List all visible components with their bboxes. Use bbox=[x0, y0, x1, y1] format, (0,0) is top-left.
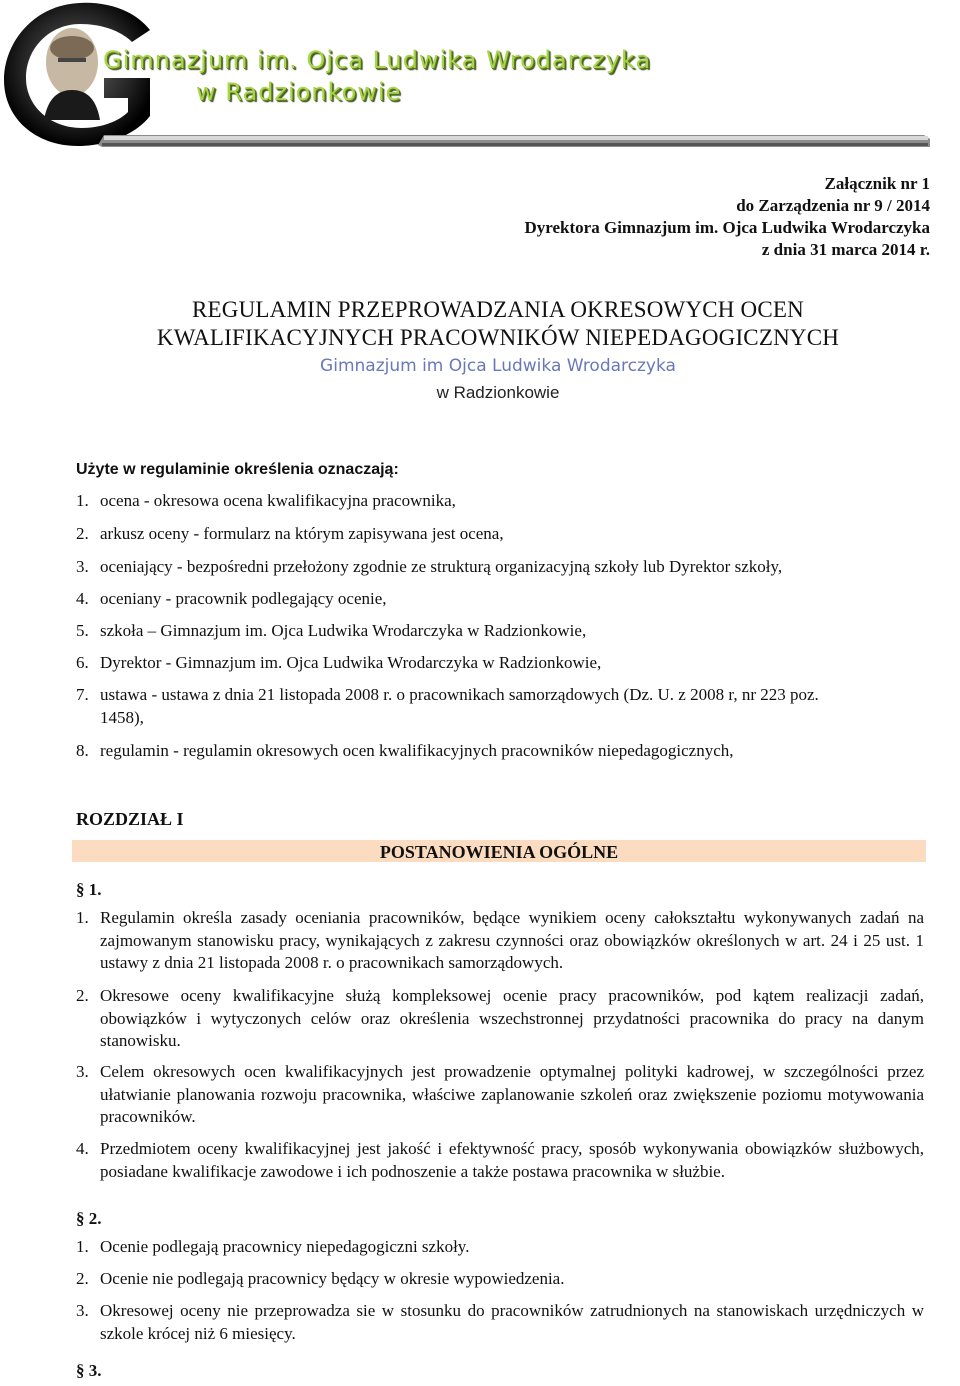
annex-line-2: do Zarządzenia nr 9 / 2014 bbox=[736, 196, 930, 215]
definitions-heading: Użyte w regulaminie określenia oznaczają: bbox=[76, 461, 399, 478]
section-item: 1. Regulamin określa zasady oceniania pracowników, będące wynikiem oceny całokształtu wykonywanych zadań na zajmowanym stanowisku pracy, wynikających z zakresu czynności oraz obowiązków określonych w art. 24 i 25 ust. 1 ustawy z dnia 21 listopada 2008 r. o pracownikach samorządowych. bbox=[76, 908, 924, 972]
section-item: 2. Okresowe oceny kwalifikacyjne służą kompleksowej ocenie pracy pracowników, pod kątem realizacji zadań, obowiązków i wytyczonych celów oraz określenia wszechstronnej przydatności pracownika do pracy na danym stanowisku. bbox=[76, 986, 924, 1050]
doc-title-line1: REGULAMIN PRZEPROWADZANIA OKRESOWYCH OCEN bbox=[192, 297, 804, 322]
annex-line-1: Załącznik nr 1 bbox=[824, 174, 930, 193]
section-item: 3. Celem okresowych ocen kwalifikacyjnych jest prowadzenie optymalnej polityki kadrowej, w szczególności przez ułatwianie planowania rozwoju pracownika, właściwe zaplanowanie szkoleń oraz zwiększenie poziomu motywowania pracowników. bbox=[76, 1062, 924, 1126]
annex-line-3: Dyrektora Gimnazjum im. Ojca Ludwika Wrodarczyka bbox=[524, 218, 930, 237]
definition-item: 5. szkoła – Gimnazjum im. Ojca Ludwika Wrodarczyka w Radzionkowie, bbox=[76, 621, 587, 640]
definition-item-continuation: 1458), bbox=[100, 708, 144, 727]
chapter-label: ROZDZIAŁ I bbox=[76, 809, 184, 829]
section-label: § 2. bbox=[76, 1209, 102, 1228]
definition-item: 6. Dyrektor - Gimnazjum im. Ojca Ludwika Wrodarczyka w Radzionkowie, bbox=[76, 653, 602, 672]
definition-item: 3. oceniający - bezpośredni przełożony zgodnie ze strukturą organizacyjną szkoły lub Dyrektor szkoły, bbox=[76, 557, 783, 576]
doc-subtitle-school: Gimnazjum im Ojca Ludwika Wrodarczyka bbox=[320, 356, 676, 376]
annex-line-4: z dnia 31 marca 2014 r. bbox=[761, 240, 930, 259]
school-name-line1: Gimnazjum im. Ojca Ludwika Wrodarczyka bbox=[103, 46, 652, 74]
definition-item: 2. arkusz oceny - formularz na którym zapisywana jest ocena, bbox=[76, 524, 504, 543]
section-label: § 3. bbox=[76, 1361, 102, 1380]
section-item: 3. Okresowej oceny nie przeprowadza sie w stosunku do pracowników zatrudnionych na stanowiskach urzędniczych w szkole krócej niż 6 miesięcy. bbox=[76, 1301, 924, 1343]
definition-item: 1. ocena - okresowa ocena kwalifikacyjna pracownika, bbox=[76, 491, 456, 510]
header-divider bbox=[98, 133, 930, 149]
definition-item: 4. oceniany - pracownik podlegający ocenie, bbox=[76, 589, 387, 608]
school-logo-g bbox=[0, 0, 160, 150]
section-item: 2. Ocenie nie podlegają pracownicy będący w okresie wypowiedzenia. bbox=[76, 1269, 565, 1288]
chapter-heading: POSTANOWIENIA OGÓLNE bbox=[379, 842, 619, 862]
doc-subtitle-town: w Radzionkowie bbox=[436, 383, 560, 402]
definition-item: 7. ustawa - ustawa z dnia 21 listopada 2008 r. o pracownikach samorządowych (Dz. U. z 2008 r, nr 223 poz. bbox=[76, 685, 819, 704]
section-label: § 1. bbox=[76, 880, 102, 899]
definition-item: 8. regulamin - regulamin okresowych ocen kwalifikacyjnych pracowników niepedagogicznych, bbox=[76, 741, 734, 760]
section-item: 1. Ocenie podlegają pracownicy niepedagogiczni szkoły. bbox=[76, 1237, 470, 1256]
school-name-line2: w Radzionkowie bbox=[196, 78, 402, 106]
doc-title-line2: KWALIFIKACYJNYCH PRACOWNIKÓW NIEPEDAGOGICZNYCH bbox=[156, 325, 840, 350]
section-item: 4. Przedmiotem oceny kwalifikacyjnej jest jakość i efektywność pracy, sposób wykonywania obowiązków służbowych, posiadane kwalifikacje zawodowe i ich podnoszenie a także postawa pracownika w służbie. bbox=[76, 1139, 924, 1181]
